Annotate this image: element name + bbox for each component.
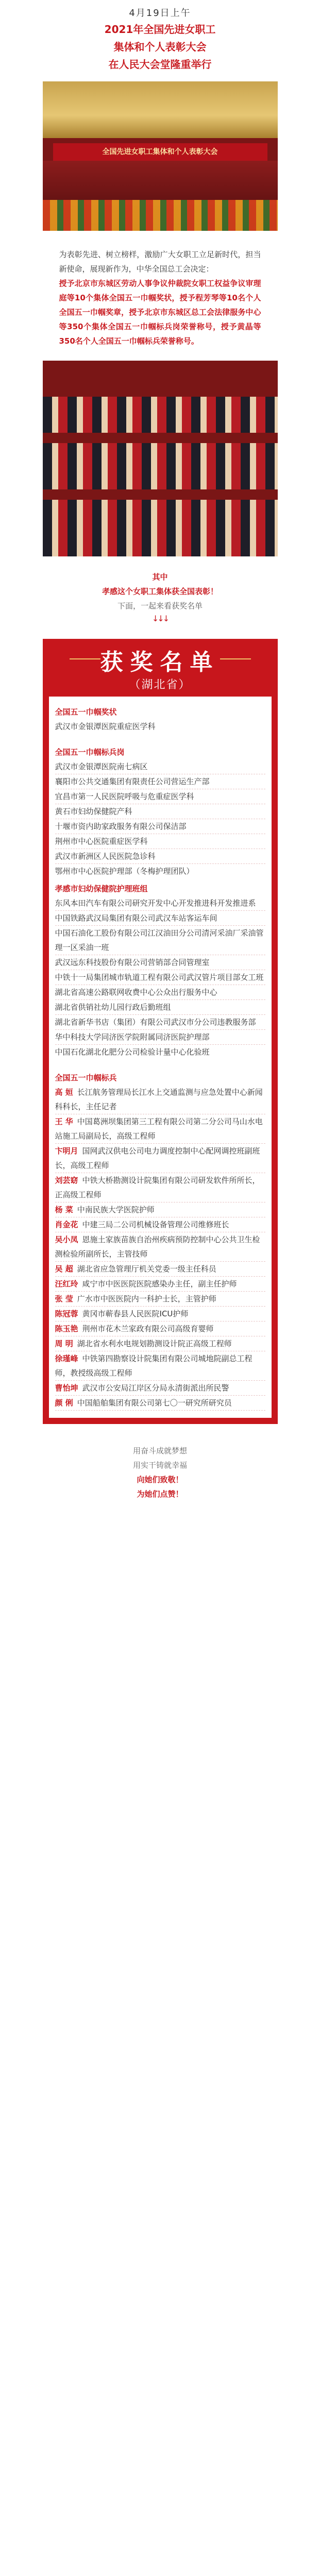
decor-line-left [70, 658, 100, 659]
person-description: 中国船舶集团有限公司第七〇一研究所研究员 [77, 1398, 232, 1408]
person-description: 湖北省水利水电规划勘测设计院正高级工程师 [77, 1339, 232, 1348]
person-name: 陈冠蓉 [55, 1309, 78, 1318]
list-item: 武汉远东科技股份有限公司营销部合同管理室 [55, 955, 265, 970]
person-row [55, 1307, 265, 1321]
person-description: 国网武汉供电公司电力调度控制中心配网调控班副班长，高级工程师 [55, 1146, 260, 1170]
list-item: 襄阳市公共交通集团有限责任公司营运生产部 [55, 774, 265, 789]
person-row [55, 1381, 265, 1396]
list-item: 东风本田汽车有限公司研究开发中心开发推进科开发推进系 [55, 896, 265, 911]
transition-red-1: 其中 [152, 572, 168, 582]
person-description: 荆州市花木兰家政有限公司高级育婴师 [82, 1324, 214, 1333]
list-item: 华中科技大学同济医学院附属同济医院护理部 [55, 1030, 265, 1045]
section-title-model-person: 全国五一巾帼标兵 [55, 1073, 117, 1082]
list-item: 湖北省高速公路联网收费中心公众出行服务中心 [55, 985, 265, 1000]
list-item: 中国铁路武汉局集团有限公司武汉车站客运车间 [55, 911, 265, 926]
person-name: 刘芸窈 [55, 1176, 78, 1185]
section-list-award-certificate [55, 719, 265, 734]
person-row [55, 1232, 265, 1262]
transition-block [0, 570, 320, 624]
person-name: 王 华 [55, 1117, 73, 1126]
person-name: 张 莹 [55, 1294, 73, 1303]
person-description: 恩施土家族苗族自治州疾病预防控制中心公共卫生检测检验所副所长，主管技师 [55, 1235, 260, 1259]
person-description: 中铁大桥勘测设计院集团有限公司研发软件所所长，正高级工程师 [55, 1176, 260, 1199]
intro-paragraph-1: 为表彰先进、树立榜样，激励广大女职工立足新时代，担当新使命，展现新作为，中华全国总工会决定： [59, 250, 261, 274]
list-item: 荆州市中心医院重症医学科 [55, 834, 265, 849]
person-description: 黄冈市蕲春县人民医院ICU护师 [82, 1309, 189, 1318]
flower-arrangement [43, 200, 278, 231]
award-header [49, 645, 272, 697]
person-description: 咸宁市中医医院医院感染办主任，副主任护师 [82, 1279, 237, 1289]
list-item: 宜昌市第一人民医院呼吸与危重症医学科 [55, 789, 265, 804]
person-description: 中南民族大学医院护师 [77, 1205, 155, 1214]
person-name: 陈玉艳 [55, 1324, 78, 1333]
person-description: 湖北省应急管理厅机关党委一级主任科员 [77, 1264, 216, 1274]
person-row [55, 1173, 265, 1202]
person-row [55, 1336, 265, 1351]
person-name: 徐瑾峰 [55, 1354, 78, 1363]
closing-red-1: 向她们致敬！ [137, 1475, 183, 1484]
person-description: 中国葛洲坝集团第三工程有限公司第二分公司马山水电站施工局副局长，高级工程师 [55, 1117, 263, 1141]
award-panel [49, 697, 272, 1418]
section-list-model-post-b [55, 896, 265, 1059]
decor-line-right [220, 658, 251, 659]
headline-line-3: 在人民大会堂隆重举行 [108, 58, 212, 71]
closing-red-2: 为她们点赞！ [137, 1489, 183, 1499]
intro-text [59, 247, 261, 348]
headline-line-1: 2021年全国先进女职工 [104, 23, 216, 36]
person-row [55, 1144, 265, 1173]
person-description: 中建三局二公司机械设备管理公司维修班长 [82, 1220, 229, 1229]
section-title-model-post: 全国五一巾帼标兵岗 [55, 748, 125, 757]
person-row [55, 1085, 265, 1114]
ceremony-photo-stage [43, 81, 278, 231]
award-subtitle: （湖北省） [129, 679, 191, 691]
person-row [55, 1217, 265, 1232]
ceremony-photo-audience [43, 361, 278, 556]
list-item: 湖北省新华书店（集团）有限公司武汉市分公司违教服务部 [55, 1015, 265, 1030]
person-name: 卞明月 [55, 1146, 78, 1156]
person-row [55, 1262, 265, 1277]
hall-ceiling [43, 81, 278, 138]
list-item: 鄂州市中心医院护理部（冬梅护理团队） [55, 867, 194, 876]
list-item: 中铁十一局集团城市轨道工程有限公司武汉管片项目部女工班 [55, 970, 265, 985]
audience-row-2 [43, 443, 278, 489]
list-item: 中国石化湖北化肥分公司检验计量中心化验班 [55, 1047, 210, 1057]
person-name: 杨 菜 [55, 1205, 73, 1214]
person-description: 武汉市公安局江岸区分局永清街派出所民警 [82, 1383, 229, 1393]
person-row [55, 1202, 265, 1217]
person-name: 高 姮 [55, 1088, 73, 1097]
person-row [55, 1114, 265, 1144]
person-description: 长江航务管理局长江水上交通监测与应急处置中心新闻科科长，主任记者 [55, 1088, 263, 1111]
closing-grey-1: 用奋斗成就梦想 [132, 1446, 187, 1455]
list-item: 黄石市妇幼保健院产科 [55, 804, 265, 819]
list-item: 武汉市新洲区人民医院急诊科 [55, 849, 265, 864]
section-list-model-post-a [55, 759, 265, 878]
down-arrows-icon: ↓↓↓ [151, 614, 169, 623]
transition-grey: 下面，一起来看获奖名单 [117, 601, 203, 611]
audience-row-3 [43, 500, 278, 556]
transition-red-2: 孝感这个女职工集体获全国表彰！ [102, 587, 218, 596]
event-date: 4月19日上午 [129, 8, 191, 19]
person-row [55, 1396, 265, 1411]
person-name: 曹怡坤 [55, 1383, 78, 1393]
person-row [55, 1351, 265, 1381]
person-name: 周 明 [55, 1339, 73, 1348]
stage-banner: 全国先进女职工集体和个人表彰大会 [53, 143, 267, 161]
closing-grey-2: 用实干铸就幸福 [132, 1461, 187, 1470]
award-list-card [43, 639, 278, 1424]
section-title-award-certificate: 全国五一巾帼奖状 [55, 707, 117, 717]
person-name: 汪红玲 [55, 1279, 78, 1289]
list-item: 湖北省供销社幼儿园行政后勤班组 [55, 1000, 265, 1015]
intro-paragraph-2: 授予北京市东城区劳动人事争议仲裁院女职工权益争议审理庭等10个集体全国五一巾帼奖状，授予程芳琴等10名个人全国五一巾帼奖章，授予北京市东城区总工会法律服务中心等350个集体全国五一巾帼标兵岗荣誉称号，授予黄晶等350名个人全国五一巾帼标兵荣誉称号。 [59, 279, 261, 346]
person-row [55, 1292, 265, 1307]
person-name: 吴 超 [55, 1264, 73, 1274]
article-header [0, 0, 320, 73]
person-row [55, 1321, 265, 1336]
highlight-xiaogan-team: 孝感市妇幼保健院护理班组 [55, 884, 148, 893]
award-title: 获奖名单 [100, 649, 220, 675]
person-name: 颜 俐 [55, 1398, 73, 1408]
person-row [55, 1277, 265, 1292]
list-item: 中国石油化工股份有限公司江汉油田分公司清河采油厂采油管理一区采油一班 [55, 926, 265, 955]
person-name: 肖金花 [55, 1220, 78, 1229]
list-item: 十堰市资内助家政服务有限公司保洁部 [55, 819, 265, 834]
person-description: 中铁第四勘察设计院集团有限公司城地院副总工程师，教授级高级工程师 [55, 1354, 252, 1378]
person-description: 广水市中医医院内一科护士长，主管护师 [77, 1294, 216, 1303]
closing-block [0, 1444, 320, 1501]
audience-row-1 [43, 397, 278, 433]
section-list-model-person [55, 1085, 265, 1411]
list-item: 武汉市金银潭医院重症医学科 [55, 722, 156, 731]
list-item: 武汉市金银潭医院南七病区 [55, 759, 265, 774]
person-name: 吴小凤 [55, 1235, 78, 1244]
headline-line-2: 集体和个人表彰大会 [113, 41, 207, 53]
